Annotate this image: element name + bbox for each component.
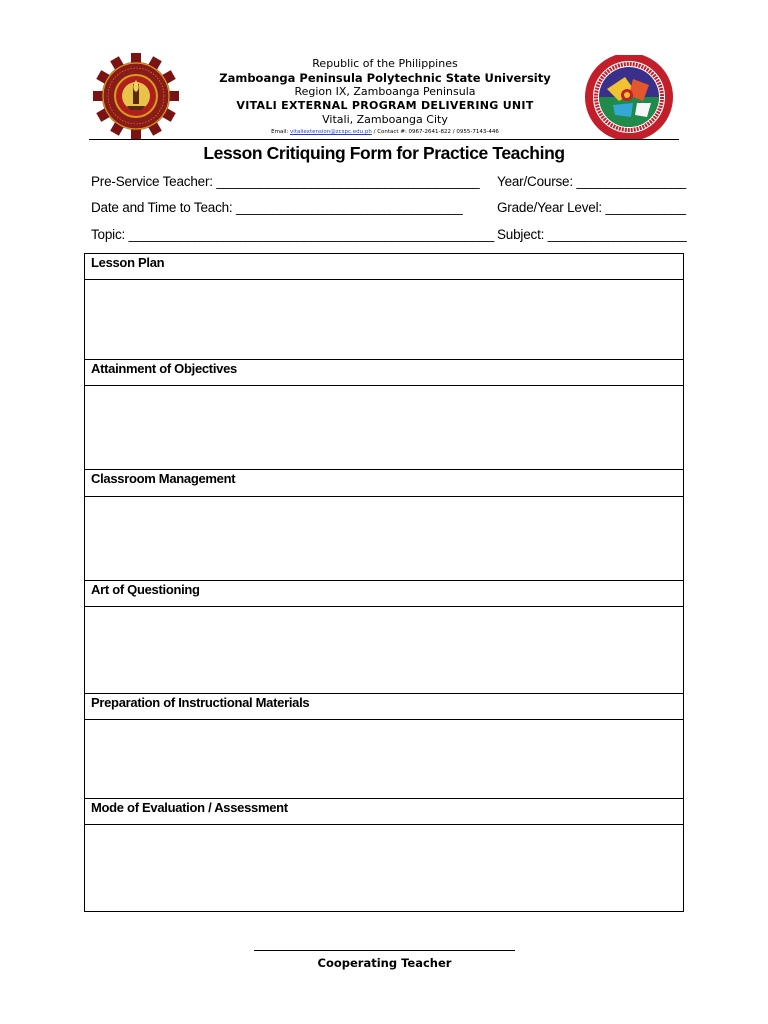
section-lesson-plan-body[interactable] xyxy=(85,280,683,359)
section-questioning-body[interactable] xyxy=(85,607,683,693)
republic-line: Republic of the Philippines xyxy=(312,57,458,70)
section-evaluation-label: Mode of Evaluation / Assessment xyxy=(85,798,683,825)
email-link[interactable]: vitaliextension@zcspc.edu.ph xyxy=(290,129,372,135)
date-time-field[interactable]: Date and Time to Teach: _______________________________ xyxy=(91,200,463,215)
grade-level-field[interactable]: Grade/Year Level: ___________ xyxy=(497,200,686,215)
university-seal-logo xyxy=(93,53,179,139)
region-line: Region IX, Zamboanga Peninsula xyxy=(294,85,476,98)
contact-prefix: Email: xyxy=(271,129,291,135)
section-questioning-label: Art of Questioning xyxy=(85,580,683,607)
unit-name: VITALI EXTERNAL PROGRAM DELIVERING UNIT xyxy=(236,99,534,112)
section-instructional-materials-body[interactable] xyxy=(85,720,683,798)
section-classroom-management-body[interactable] xyxy=(85,497,683,580)
section-classroom-management-label: Classroom Management xyxy=(85,469,683,497)
form-title: Lesson Critiquing Form for Practice Teaching xyxy=(203,143,565,163)
critique-form-table xyxy=(84,253,684,912)
year-course-field[interactable]: Year/Course: _______________ xyxy=(497,174,687,189)
cooperating-teacher-label: Cooperating Teacher xyxy=(317,956,452,970)
section-objectives-body[interactable] xyxy=(85,386,683,469)
contact-numbers: / Contact #: 0967-2641-822 / 0955-7143-446 xyxy=(371,129,499,135)
city-line: Vitali, Zamboanga City xyxy=(322,113,448,126)
extension-unit-seal-logo xyxy=(585,55,673,139)
section-evaluation-body[interactable] xyxy=(85,825,683,911)
topic-field[interactable]: Topic: __________________________________________________ xyxy=(91,227,495,242)
contact-line xyxy=(200,128,570,137)
section-objectives-label: Attainment of Objectives xyxy=(85,359,683,386)
header-divider xyxy=(89,139,679,140)
signature-line[interactable] xyxy=(254,950,515,951)
letterhead xyxy=(200,57,570,137)
section-instructional-materials-label: Preparation of Instructional Materials xyxy=(85,693,683,720)
subject-field[interactable]: Subject: ___________________ xyxy=(497,227,687,242)
university-name: Zamboanga Peninsula Polytechnic State University xyxy=(219,71,551,85)
section-lesson-plan-label: Lesson Plan xyxy=(85,254,683,280)
pre-service-teacher-field[interactable]: Pre-Service Teacher: ____________________________________ xyxy=(91,174,480,189)
